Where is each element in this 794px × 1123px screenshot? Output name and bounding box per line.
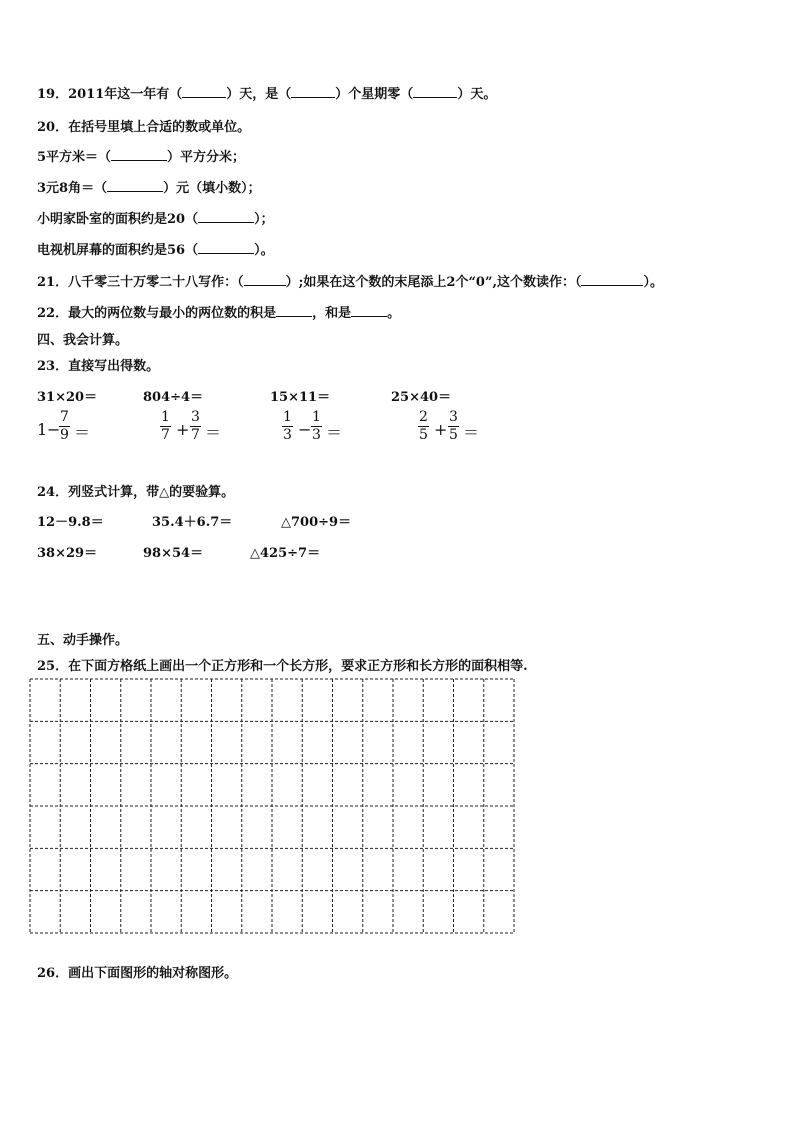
answer-blank[interactable] (111, 148, 167, 161)
calc-item: △425÷7＝ (250, 546, 321, 561)
answer-blank[interactable] (198, 241, 254, 254)
answer-blank[interactable] (291, 85, 335, 98)
calc-item: 38×29＝ (37, 546, 98, 561)
q20-item: 3元8角＝（ ）元（填小数）； (37, 181, 261, 196)
fraction: 1 3 (283, 409, 292, 443)
calc-item: 12－9.8＝ (37, 515, 104, 530)
question-number: 22． (37, 306, 69, 321)
answer-blank[interactable] (581, 273, 643, 286)
question-26: 26．画出下面图形的轴对称图形。 (37, 966, 238, 981)
calc-item: 25×40＝ (391, 390, 452, 405)
question-number: 21． (37, 275, 69, 290)
calc-item: 98×54＝ (143, 546, 204, 561)
square-grid-paper[interactable] (29, 678, 515, 934)
fraction: 7 9 (60, 409, 69, 443)
question-number: 20． (37, 120, 69, 135)
answer-blank[interactable] (107, 179, 163, 192)
fraction: 1 7 (161, 409, 170, 443)
question-number: 23． (37, 359, 69, 374)
question-21: 21．八千零三十万零二十八写作：（ ）;如果在这个数的末尾添上2个“0”,这个数读作：（ ）。 (37, 275, 663, 290)
answer-blank[interactable] (351, 304, 387, 317)
answer-blank[interactable] (198, 210, 254, 223)
question-19: 19．2011年这一年有（ ）天，是（ ）个星期零（ ）天。 (37, 87, 497, 102)
question-25: 25．在下面方格纸上画出一个正方形和一个长方形，要求正方形和长方形的面积相等. (37, 659, 528, 674)
question-number: 25． (37, 659, 69, 674)
question-20: 20．在括号里填上合适的数或单位。 (37, 120, 251, 135)
answer-blank[interactable] (413, 85, 457, 98)
fraction: 1 3 (312, 409, 321, 443)
q20-item: 电视机屏幕的面积约是56（ ）。 (37, 243, 274, 258)
question-number: 24． (37, 485, 69, 500)
q20-item: 小明家卧室的面积约是20（ ）； (37, 212, 274, 227)
answer-blank[interactable] (244, 273, 286, 286)
question-number: 19． (37, 87, 69, 102)
fraction: 3 7 (191, 409, 200, 443)
calc-item: △700÷9＝ (281, 515, 352, 530)
calc-item: 35.4＋6.7＝ (152, 515, 233, 530)
q20-item: 5平方米＝（ ）平方分米； (37, 150, 246, 165)
fraction: 3 5 (449, 409, 458, 443)
section-heading-4: 四、我会计算。 (37, 333, 129, 348)
calc-item: 15×11＝ (270, 390, 331, 405)
section-heading-5: 五、动手操作。 (37, 633, 129, 648)
calc-item: 31×20＝ (37, 390, 98, 405)
question-number: 26． (37, 966, 69, 981)
answer-blank[interactable] (276, 304, 312, 317)
question-22: 22．最大的两位数与最小的两位数的积是 ，和是 。 (37, 306, 401, 321)
question-23: 23．直接写出得数。 (37, 359, 160, 374)
fraction: 2 5 (419, 409, 428, 443)
answer-blank[interactable] (182, 85, 226, 98)
question-24: 24．列竖式计算，带△的要验算。 (37, 485, 235, 500)
calc-item: 804÷4＝ (143, 390, 204, 405)
